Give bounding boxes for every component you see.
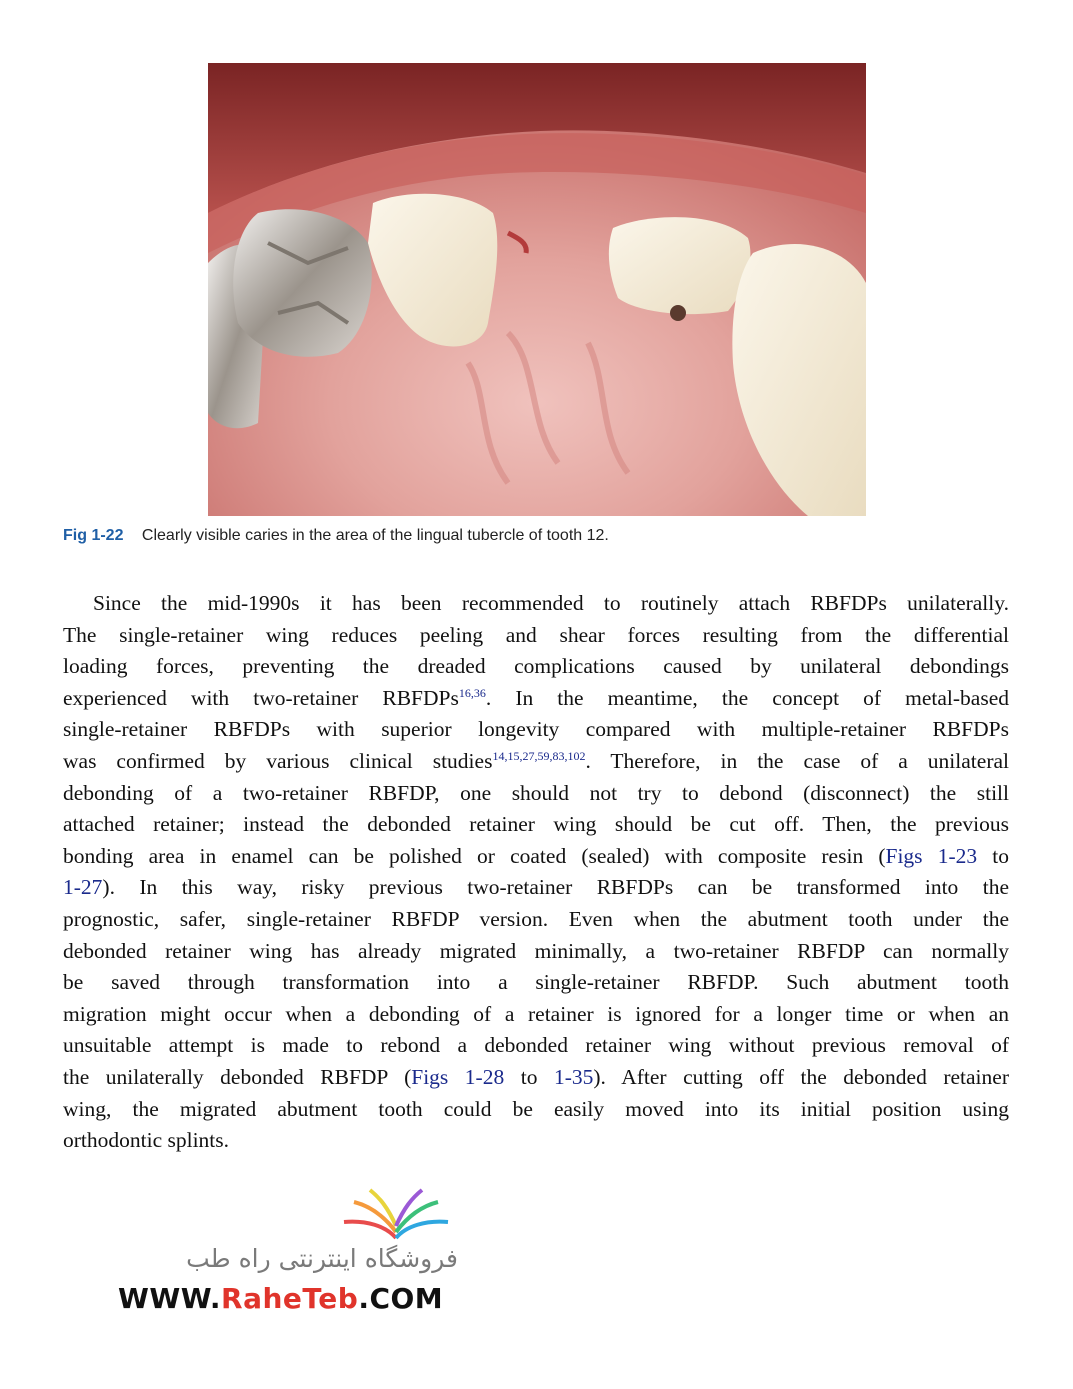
text-line: [63, 651, 1009, 683]
text-line: [63, 967, 1009, 999]
text-line: [63, 1062, 1009, 1094]
text-line: [63, 841, 1009, 873]
reference-superscript[interactable]: 16,36: [458, 685, 486, 700]
text-line: [63, 1030, 1009, 1062]
text-run: debonding of a two-retainer RBFDP, one should not try to debond (disconnect) the still: [63, 780, 1009, 805]
text-line: [63, 588, 1009, 620]
reference-superscript[interactable]: 14,15,27,59,83,102: [492, 748, 586, 763]
text-line: [63, 999, 1009, 1031]
text-run: experienced with two-retainer RBFDPs: [63, 685, 459, 710]
text-line: [63, 936, 1009, 968]
text-run: to: [977, 843, 1009, 868]
text-run: prognostic, safer, single-retainer RBFDP version. Even when the abutment tooth under the: [63, 906, 1009, 931]
text-run: The single-retainer wing reduces peeling and shear forces resulting from the differential: [63, 622, 1009, 647]
text-run: be saved through transformation into a single-retainer RBFDP. Such abutment tooth: [63, 970, 1009, 995]
text-run: debonded retainer wing has already migrated minimally, a two-retainer RBFDP can normally: [63, 938, 1009, 963]
text-line: [63, 809, 1009, 841]
text-run: migration might occur when a debonding of a retainer is ignored for a longer time or when an: [63, 1001, 1009, 1026]
text-run: single-retainer RBFDPs with superior longevity compared with multiple-retainer RBFDPs: [63, 717, 1009, 742]
text-line: [63, 1094, 1009, 1126]
text-line: [63, 746, 1009, 778]
figure-reference-link[interactable]: 1-27: [63, 875, 103, 900]
text-line: [63, 683, 1009, 715]
figure-reference-link[interactable]: Figs 1-23: [885, 843, 978, 868]
text-run: bonding area in enamel can be polished or coated (sealed) with composite resin (: [63, 843, 886, 868]
open-book-logo-icon: [336, 1186, 456, 1242]
figure-reference-link[interactable]: Figs 1-28: [411, 1064, 505, 1089]
clinical-photo: [208, 63, 866, 516]
text-run: attached retainer; instead the debonded retainer wing should be cut off. Then, the previous: [63, 812, 1009, 837]
text-line: [63, 778, 1009, 810]
figure-label: Fig 1-22: [63, 527, 124, 544]
text-run: . Therefore, in the case of a unilateral: [585, 748, 1009, 773]
text-run: Since the mid-1990s it has been recommended to routinely attach RBFDPs unilaterally.: [93, 591, 1009, 615]
watermark-persian-text: فروشگاه اینترنتی راه طب: [186, 1244, 458, 1273]
text-run: the unilaterally debonded RBFDP (: [63, 1064, 412, 1089]
text-line: [63, 714, 1009, 746]
text-run: unsuitable attempt is made to rebond a debonded retainer wing without previous removal of: [63, 1033, 1009, 1058]
figure-caption: [63, 527, 1003, 545]
text-run: . In the meantime, the concept of metal-based: [485, 685, 1009, 710]
watermark-url-brand: RaheTeb: [221, 1282, 359, 1315]
text-run: ). After cutting off the debonded retainer: [593, 1064, 1009, 1089]
text-line: [63, 904, 1009, 936]
text-run: ). In this way, risky previous two-retainer RBFDPs can be transformed into the: [102, 875, 1009, 900]
figure-caption-text: Clearly visible caries in the area of the lingual tubercle of tooth 12.: [141, 527, 609, 544]
clinical-photo-drawing: [208, 63, 866, 516]
text-line: [63, 1125, 1009, 1157]
watermark-url-prefix: WWW.: [118, 1282, 222, 1315]
text-run: was confirmed by various clinical studies: [63, 748, 493, 773]
watermark-url: [118, 1282, 443, 1315]
rahteb-watermark: [118, 1186, 458, 1326]
text-run: loading forces, preventing the dreaded complications caused by unilateral debondings: [63, 654, 1009, 679]
body-paragraph: [63, 588, 1009, 1157]
text-run: wing, the migrated abutment tooth could be easily moved into its initial position using: [63, 1096, 1009, 1121]
watermark-url-suffix: .COM: [358, 1282, 444, 1315]
figure-reference-link[interactable]: 1-35: [553, 1064, 594, 1089]
text-run: orthodontic splints.: [63, 1128, 230, 1153]
text-line: [63, 872, 1009, 904]
text-run: to: [504, 1064, 554, 1089]
text-line: [63, 620, 1009, 652]
